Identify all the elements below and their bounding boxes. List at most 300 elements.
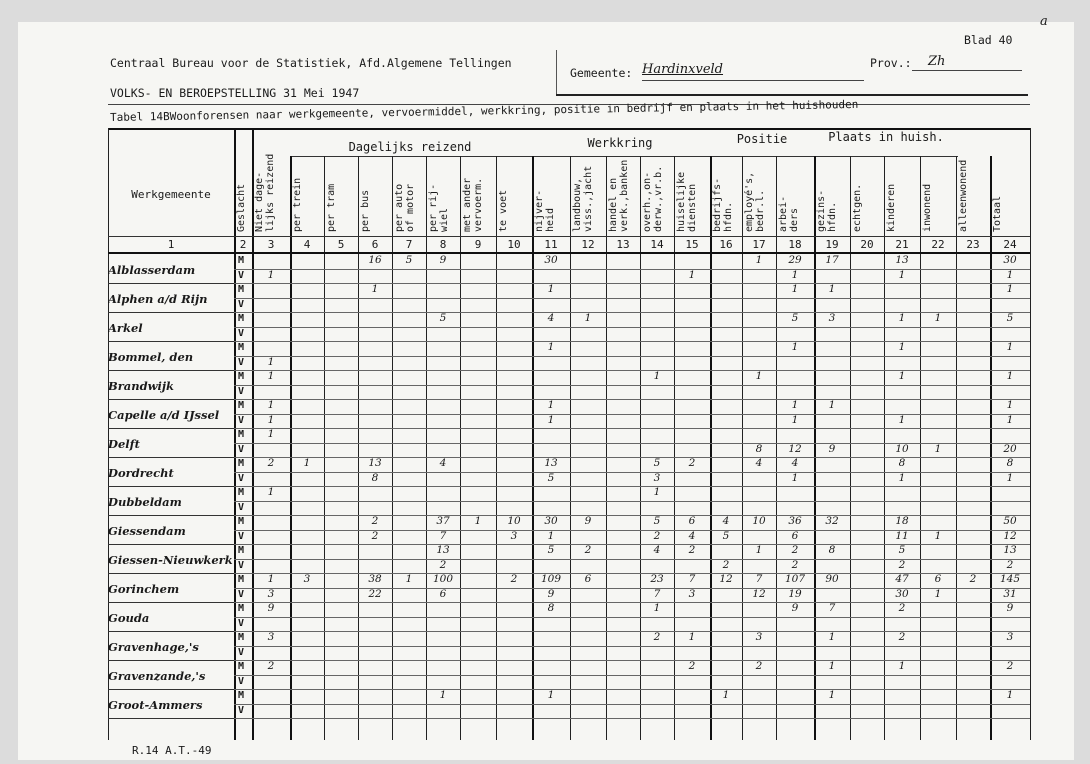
table-cell: 2: [510, 573, 518, 585]
table-cell: 13: [1003, 544, 1017, 556]
table-cell: 1: [267, 268, 275, 281]
table-cell: 1: [1006, 268, 1014, 281]
table-cell: 50: [1003, 515, 1017, 527]
table-cell: 2: [267, 660, 275, 672]
table-cell: 3: [653, 471, 661, 484]
column-number: 11: [544, 238, 558, 251]
table-cell: 1: [934, 312, 942, 324]
table-cell: 1: [1006, 413, 1014, 426]
table-cell: 5: [405, 254, 413, 266]
table-cell: 10: [895, 442, 909, 455]
gemeente-value: Hardinxveld: [642, 62, 724, 77]
table-cell: 37: [436, 515, 450, 527]
name-underline: [108, 573, 234, 574]
table-cell: 1: [828, 660, 836, 672]
geslacht-marker: M: [237, 690, 245, 701]
header-rule: [108, 236, 1030, 237]
geslacht-marker: M: [237, 603, 245, 614]
table-cell: 2: [1006, 558, 1014, 571]
table-cell: 47: [895, 573, 909, 585]
table-cell: 1: [688, 268, 696, 281]
name-underline: [108, 631, 234, 632]
column-header-5: per tram: [326, 183, 337, 232]
name-underline: [108, 312, 234, 313]
column-number: 6: [371, 238, 379, 251]
table-cell: 6: [439, 587, 447, 600]
werkgemeente-name: Giessen-Nieuwkerk: [108, 553, 233, 567]
geslacht-marker: M: [237, 255, 245, 266]
table-cell: 4: [688, 529, 696, 542]
table-cell: 1: [267, 486, 275, 498]
column-number: 19: [825, 238, 839, 251]
geslacht-marker: V: [237, 559, 245, 571]
column-header-werkgemeente: Werkgemeente: [131, 188, 211, 201]
table-cell: 1: [547, 341, 555, 353]
table-cell: 5: [791, 312, 799, 324]
geslacht-marker: V: [237, 675, 245, 687]
geslacht-marker: M: [237, 516, 245, 527]
table-cell: 1: [267, 399, 275, 411]
column-header-11: nijver- heid: [534, 189, 556, 232]
table-cell: 30: [544, 254, 558, 266]
table-cell: 1: [898, 660, 906, 672]
table-cell: 3: [688, 587, 696, 600]
table-cell: 1: [1006, 341, 1014, 353]
table-cell: 9: [828, 442, 836, 455]
table-cell: 5: [439, 312, 447, 324]
geslacht-marker: V: [237, 414, 245, 426]
table-cell: 5: [653, 515, 661, 527]
table-cell: 17: [825, 254, 839, 266]
row-rule: [234, 704, 1030, 705]
prov-line: [912, 70, 1022, 71]
column-header-15: huiselijke diensten: [676, 171, 698, 232]
table-cell: 1: [791, 283, 799, 295]
werkgemeente-name: Gouda: [108, 611, 150, 625]
column-header-23: alleenwonend: [958, 159, 969, 232]
table-cell: 9: [547, 587, 555, 600]
table-cell: 2: [791, 558, 799, 571]
row-rule: [234, 385, 1030, 386]
table-cell: 2: [371, 529, 379, 542]
table-cell: 12: [752, 587, 766, 600]
table-cell: 3: [755, 631, 763, 643]
row-rule: [234, 675, 1030, 676]
column-header-14: overh.,on- derw.,vr.b.: [642, 165, 664, 232]
werkgemeente-name: Alphen a/d Rijn: [108, 292, 208, 306]
blad-number: Blad 40: [964, 33, 1013, 47]
table-cell: 1: [755, 370, 763, 382]
column-number: 5: [337, 238, 345, 251]
table-cell: 8: [1006, 457, 1014, 469]
name-underline: [108, 457, 234, 458]
table-cell: 1: [934, 442, 942, 455]
column-number: 4: [303, 238, 311, 251]
group-rule: [290, 156, 958, 157]
column-number: 22: [931, 238, 945, 251]
table-cell: 16: [368, 254, 382, 266]
column-header-10: te voet: [498, 189, 509, 232]
table-cell: 6: [934, 573, 942, 585]
table-cell: 7: [688, 573, 696, 585]
table-cell: 8: [898, 457, 906, 469]
table-cell: 13: [368, 457, 382, 469]
geslacht-marker: V: [237, 356, 245, 368]
name-underline: [108, 602, 234, 603]
form-code: R.14 A.T.-49: [132, 744, 212, 757]
table-cell: 11: [895, 529, 909, 542]
column-header-21: kinderen: [886, 183, 897, 232]
table-cell: 1: [934, 529, 942, 542]
column-number: 13: [616, 238, 630, 251]
table-cell: 2: [267, 457, 275, 469]
werkgemeente-name: Gravenhage,'s: [108, 640, 199, 654]
werkgemeente-name: Dordrecht: [108, 466, 174, 480]
table-cell: 1: [791, 399, 799, 411]
table-cell: 30: [895, 587, 909, 600]
prov-label: Prov.:: [870, 56, 912, 70]
table-cell: 4: [791, 457, 799, 469]
group-positie: Positie: [736, 132, 788, 146]
table-cell: 1: [267, 428, 275, 440]
table-cell: 1: [267, 370, 275, 382]
table-cell: 1: [1006, 370, 1014, 382]
table-cell: 3: [267, 631, 275, 643]
table-cell: 19: [788, 587, 802, 600]
column-number: 8: [439, 238, 447, 251]
column-header-3: Niet dage- lijks reizend: [254, 153, 276, 232]
column-header-20: echtgen.: [852, 183, 863, 232]
table-cell: 5: [653, 457, 661, 469]
geslacht-marker: M: [237, 661, 245, 672]
geslacht-marker: M: [237, 545, 245, 556]
group-plaats-in-huish: Plaats in huish.: [828, 130, 944, 144]
column-number: 10: [507, 238, 521, 251]
table-title: Tabel 14BWoonforensen naar werkgemeente, vervoermiddel, werkkring, positie in bedrijf en plaats in het huishouden: [110, 97, 859, 124]
werkgemeente-name: Arkel: [108, 321, 143, 335]
table-cell: 1: [791, 413, 799, 426]
werkgemeente-name: Dubbeldam: [108, 495, 182, 509]
geslacht-marker: M: [237, 487, 245, 498]
table-cell: 9: [267, 602, 275, 614]
geslacht-marker: M: [237, 429, 245, 440]
table-cell: 1: [898, 370, 906, 382]
table-cell: 30: [1003, 254, 1017, 266]
table-cell: 2: [969, 573, 977, 585]
table-cell: 1: [405, 573, 413, 585]
table-cell: 1: [722, 689, 730, 701]
row-rule: [234, 356, 1030, 357]
table-cell: 30: [544, 515, 558, 527]
name-underline: [108, 341, 234, 342]
werkgemeente-name: Capelle a/d IJssel: [108, 408, 220, 422]
column-number: 15: [685, 238, 699, 251]
table-cell: 12: [1003, 529, 1017, 542]
table-cell: 1: [653, 370, 661, 382]
table-cell: 1: [584, 312, 592, 324]
geslacht-marker: V: [237, 327, 245, 339]
table-cell: 1: [1006, 399, 1014, 411]
table-cell: 6: [688, 515, 696, 527]
table-cell: 20: [1003, 442, 1017, 455]
group-dagelijks-reizend: Dagelijks reizend: [348, 140, 472, 154]
table-cell: 23: [650, 573, 664, 585]
table-cell: 1: [547, 399, 555, 411]
column-header-19: gezins- hfdn.: [816, 189, 838, 232]
column-border: [1030, 128, 1031, 740]
geslacht-marker: V: [237, 704, 245, 716]
column-header-12: landbouw, viss.,jacht: [572, 165, 594, 232]
table-cell: 1: [791, 268, 799, 281]
table-cell: 1: [547, 689, 555, 701]
table-cell: 29: [788, 254, 802, 266]
table-cell: 100: [432, 573, 454, 585]
table-cell: 2: [898, 631, 906, 643]
column-header-2: Geslacht: [236, 183, 247, 232]
column-header-17: employé's, bedr.l.: [744, 171, 766, 232]
geslacht-marker: M: [237, 458, 245, 469]
table-cell: 9: [439, 254, 447, 266]
geslacht-marker: V: [237, 617, 245, 629]
table-cell: 3: [303, 573, 311, 585]
table-cell: 1: [267, 413, 275, 426]
name-underline: [108, 399, 234, 400]
geslacht-marker: M: [237, 574, 245, 585]
geslacht-marker: V: [237, 269, 245, 281]
header-divider: [556, 50, 557, 96]
table-cell: 1: [688, 631, 696, 643]
column-header-8: per rij- wiel: [428, 183, 450, 232]
table-cell: 31: [1003, 587, 1017, 600]
table-cell: 1: [547, 413, 555, 426]
table-cell: 1: [791, 341, 799, 353]
geslacht-marker: V: [237, 530, 245, 542]
name-underline: [108, 660, 234, 661]
table-cell: 5: [547, 471, 555, 484]
table-cell: 13: [436, 544, 450, 556]
table-cell: 1: [267, 573, 275, 585]
geslacht-marker: V: [237, 588, 245, 600]
table-cell: 1: [371, 283, 379, 295]
name-underline: [108, 370, 234, 371]
table-cell: 1: [791, 471, 799, 484]
table-cell: 9: [584, 515, 592, 527]
column-number: 16: [719, 238, 733, 251]
table-cell: 12: [719, 573, 733, 585]
table-cell: 2: [688, 544, 696, 556]
column-number: 2: [239, 238, 247, 251]
table-cell: 2: [584, 544, 592, 556]
table-cell: 1: [828, 283, 836, 295]
prov-value: Zh: [928, 54, 946, 69]
table-cell: 1: [653, 486, 661, 498]
table-cell: 2: [688, 660, 696, 672]
table-cell: 2: [688, 457, 696, 469]
row-rule: [234, 283, 1030, 284]
table-cell: 5: [898, 544, 906, 556]
table-cell: 18: [895, 515, 909, 527]
table-cell: 7: [653, 587, 661, 600]
geslacht-marker: M: [237, 371, 245, 382]
table-cell: 1: [1006, 283, 1014, 295]
row-rule: [234, 718, 1030, 719]
census-heading: VOLKS- EN BEROEPSTELLING 31 Mei 1947: [110, 86, 360, 100]
column-number: 14: [650, 238, 664, 251]
table-cell: 3: [828, 312, 836, 324]
table-cell: 2: [898, 602, 906, 614]
geslacht-marker: M: [237, 342, 245, 353]
table-cell: 9: [791, 602, 799, 614]
geslacht-marker: M: [237, 632, 245, 643]
werkgemeente-name: Delft: [108, 437, 140, 451]
table-cell: 12: [788, 442, 802, 455]
table-cell: 4: [653, 544, 661, 556]
column-number: 21: [895, 238, 909, 251]
column-number: 23: [966, 238, 980, 251]
werkgemeente-name: Gorinchem: [108, 582, 180, 596]
geslacht-marker: V: [237, 646, 245, 658]
table-cell: 9: [1006, 602, 1014, 614]
name-underline: [108, 428, 234, 429]
column-header-7: per auto of motor: [394, 183, 416, 232]
row-rule: [234, 501, 1030, 502]
table-cell: 3: [267, 587, 275, 600]
geslacht-marker: V: [237, 443, 245, 455]
table-cell: 5: [722, 529, 730, 542]
row-rule: [234, 689, 1030, 690]
table-cell: 2: [439, 558, 447, 571]
table-cell: 145: [999, 573, 1021, 585]
table-cell: 107: [784, 573, 806, 585]
table-cell: 1: [1006, 471, 1014, 484]
table-cell: 1: [828, 689, 836, 701]
name-underline: [108, 689, 234, 690]
table-cell: 1: [755, 544, 763, 556]
table-cell: 1: [653, 602, 661, 614]
werkgemeente-name: Groot-Ammers: [108, 698, 203, 712]
name-underline: [108, 544, 234, 545]
table-cell: 90: [825, 573, 839, 585]
table-cell: 4: [722, 515, 730, 527]
column-number: 7: [405, 238, 413, 251]
werkgemeente-name: Giessendam: [108, 524, 186, 538]
row-rule: [234, 399, 1030, 400]
table-cell: 3: [510, 529, 518, 542]
table-cell: 1: [267, 355, 275, 368]
table-cell: 2: [653, 631, 661, 643]
table-cell: 38: [368, 573, 382, 585]
column-number: 17: [752, 238, 766, 251]
table-cell: 1: [828, 631, 836, 643]
geslacht-marker: M: [237, 284, 245, 295]
table-cell: 1: [303, 457, 311, 469]
geslacht-marker: M: [237, 400, 245, 411]
table-cell: 8: [828, 544, 836, 556]
table-cell: 4: [439, 457, 447, 469]
werkgemeente-name: Brandwijk: [108, 379, 175, 393]
table-cell: 2: [791, 544, 799, 556]
column-number: 12: [581, 238, 595, 251]
table-cell: 8: [547, 602, 555, 614]
table-cell: 5: [1006, 312, 1014, 324]
column-header-16: bedrijfs- hfdn.: [712, 177, 734, 232]
table-cell: 2: [1006, 660, 1014, 672]
geslacht-marker: M: [237, 313, 245, 324]
geslacht-marker: V: [237, 501, 245, 513]
corner-mark: a: [1040, 14, 1048, 29]
table-cell: 1: [898, 471, 906, 484]
table-cell: 6: [584, 573, 592, 585]
table-cell: 1: [547, 529, 555, 542]
column-header-9: met ander vervoerm.: [462, 177, 484, 232]
table-cell: 1: [474, 515, 482, 527]
gemeente-label: Gemeente:: [570, 66, 633, 80]
table-cell: 1: [898, 341, 906, 353]
table-cell: 6: [791, 529, 799, 542]
column-header-6: per bus: [360, 189, 371, 232]
table-cell: 1: [898, 413, 906, 426]
column-number: 20: [860, 238, 874, 251]
table-cell: 22: [368, 587, 382, 600]
row-rule: [234, 646, 1030, 647]
table-cell: 109: [540, 573, 562, 585]
name-underline: [108, 718, 234, 719]
column-header-18: arbei- ders: [778, 195, 800, 232]
werkgemeente-name: Alblasserdam: [108, 263, 196, 277]
table-cell: 5: [547, 544, 555, 556]
column-number: 9: [474, 238, 482, 251]
column-header-4: per trein: [292, 177, 303, 232]
table-cell: 3: [1006, 631, 1014, 643]
column-number: 1: [167, 238, 175, 251]
row-rule: [234, 486, 1030, 487]
column-number: 3: [267, 238, 275, 251]
column-number: 18: [788, 238, 802, 251]
table-cell: 8: [755, 442, 763, 455]
table-cell: 7: [439, 529, 447, 542]
gemeente-line: [642, 80, 864, 81]
table-cell: 2: [722, 558, 730, 571]
werkgemeente-name: Gravenzande,'s: [108, 669, 206, 683]
table-cell: 1: [755, 254, 763, 266]
werkgemeente-name: Bommel, den: [108, 350, 194, 364]
name-underline: [108, 283, 234, 284]
table-cell: 4: [755, 457, 763, 469]
table-cell: 2: [371, 515, 379, 527]
row-rule: [234, 298, 1030, 299]
column-header-22: inwonend: [922, 183, 933, 232]
column-header-24: Totaal: [992, 195, 1003, 232]
table-cell: 1: [439, 689, 447, 701]
table-cell: 32: [825, 515, 839, 527]
table-cell: 1: [828, 399, 836, 411]
column-number: 24: [1003, 238, 1017, 251]
table-cell: 36: [788, 515, 802, 527]
table-cell: 10: [752, 515, 766, 527]
group-werkkring: Werkkring: [587, 136, 653, 150]
row-rule: [234, 327, 1030, 328]
row-rule: [234, 617, 1030, 618]
table-cell: 1: [1006, 689, 1014, 701]
table-cell: 1: [934, 587, 942, 600]
geslacht-marker: V: [237, 385, 245, 397]
table-cell: 7: [828, 602, 836, 614]
table-cell: 2: [755, 660, 763, 672]
table-cell: 13: [544, 457, 558, 469]
column-header-13: handel en verk.,banken: [608, 159, 630, 232]
table-cell: 2: [898, 558, 906, 571]
header-rule: [556, 94, 1028, 96]
